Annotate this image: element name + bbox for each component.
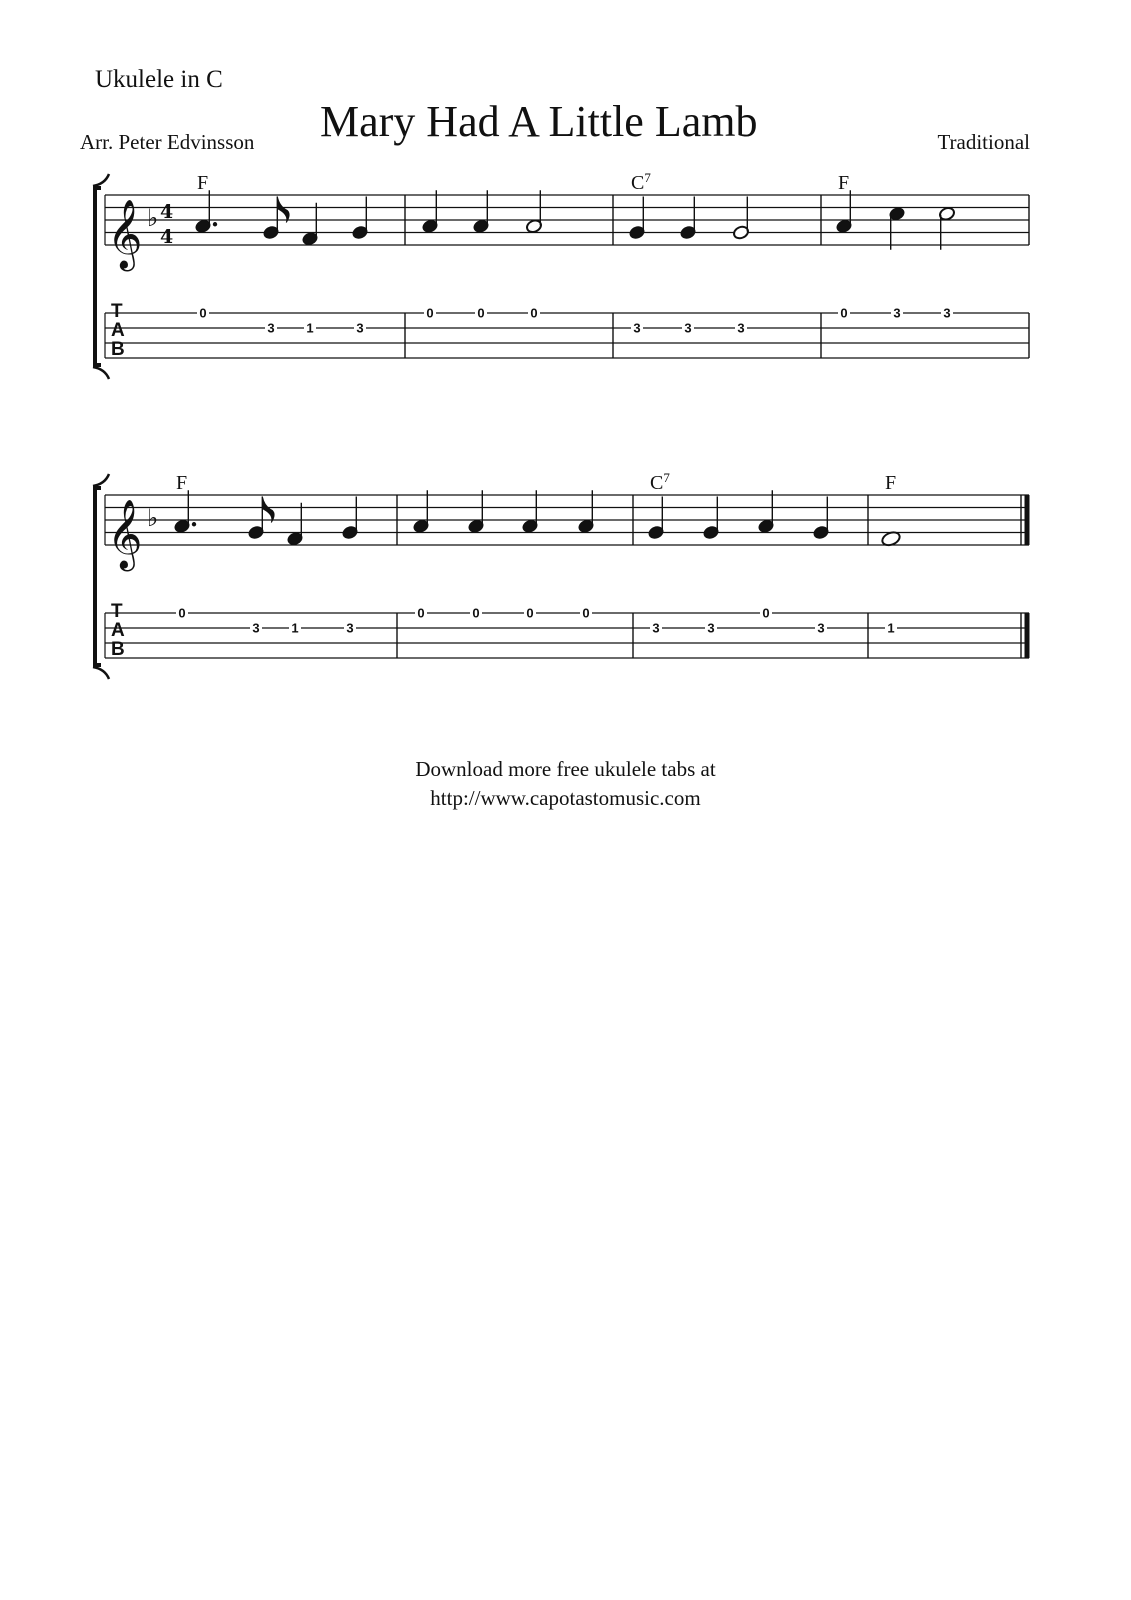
- note: [467, 490, 484, 620]
- note: [173, 490, 196, 620]
- treble-clef-icon: 𝄞: [107, 199, 143, 269]
- fret-number: 0: [472, 605, 480, 621]
- fret-number: 0: [426, 305, 434, 321]
- fret-number: 3: [943, 305, 951, 321]
- note: [286, 503, 303, 636]
- chord-symbol: F: [838, 172, 850, 194]
- bracket-hook-bottom: [93, 367, 109, 379]
- fret-number: 1: [291, 620, 299, 636]
- note: [521, 490, 538, 620]
- system-1: [93, 170, 1029, 379]
- augmentation-dot: [192, 522, 196, 526]
- tab-label-letter: A: [111, 620, 125, 641]
- instrument-label: Ukulele in C: [95, 66, 223, 93]
- bracket-hook-top: [93, 174, 109, 186]
- tab-label-letter: A: [111, 320, 125, 341]
- note: [880, 530, 901, 635]
- fret-number: 3: [252, 620, 260, 636]
- note: [757, 490, 774, 620]
- fret-number: 3: [346, 620, 354, 636]
- chord-symbol: F: [197, 172, 209, 194]
- eighth-flag: [262, 497, 274, 523]
- system-2: [93, 470, 1029, 679]
- note: [421, 190, 438, 320]
- note: [679, 197, 696, 336]
- fret-number: 3: [356, 320, 364, 336]
- bracket-hook-top: [93, 474, 109, 486]
- note: [888, 206, 905, 320]
- chord-symbol: $C^7$: [650, 470, 670, 494]
- footer-line-1: Download more free ukulele tabs at: [415, 757, 716, 781]
- tab-label-letter: T: [111, 601, 123, 622]
- fret-number: 0: [582, 605, 590, 621]
- note: [525, 190, 542, 320]
- augmentation-dot: [213, 222, 217, 226]
- note: [835, 190, 852, 320]
- eighth-flag: [277, 197, 289, 223]
- arranger-credit: Arr. Peter Edvinsson: [80, 130, 255, 154]
- tab-label-letter: B: [111, 639, 125, 660]
- fret-number: 3: [817, 620, 825, 636]
- chord-symbol: $C^7$: [631, 170, 651, 194]
- note: [732, 197, 749, 336]
- tab-label-letter: B: [111, 339, 125, 360]
- footer-url[interactable]: http://www.capotastomusic.com: [430, 786, 701, 810]
- note: [262, 197, 289, 336]
- time-signature-top: 4: [160, 201, 174, 223]
- treble-clef-icon: 𝄞: [107, 499, 143, 569]
- system-bracket: [95, 188, 101, 365]
- chord-symbol: F: [176, 472, 188, 494]
- fret-number: 0: [840, 305, 848, 321]
- fret-number: 0: [530, 305, 538, 321]
- note: [647, 497, 664, 636]
- note: [577, 490, 594, 620]
- system-bracket: [95, 488, 101, 665]
- fret-number: 3: [633, 320, 641, 336]
- key-signature-flat-icon: ♭: [147, 504, 159, 532]
- composer-credit: Traditional: [937, 130, 1030, 154]
- note: [472, 190, 489, 320]
- note: [702, 497, 719, 636]
- time-signature-bottom: 4: [160, 226, 174, 248]
- fret-number: 0: [199, 305, 207, 321]
- fret-number: 1: [887, 620, 895, 636]
- fret-number: 0: [762, 605, 770, 621]
- key-signature-flat-icon: ♭: [147, 204, 159, 232]
- note: [351, 197, 368, 336]
- fret-number: 3: [737, 320, 745, 336]
- song-title: Mary Had A Little Lamb: [320, 97, 758, 146]
- chord-symbol: F: [885, 472, 897, 494]
- note: [938, 206, 955, 320]
- fret-number: 3: [707, 620, 715, 636]
- fret-number: 0: [417, 605, 425, 621]
- note: [812, 497, 829, 636]
- note: [247, 497, 274, 636]
- fret-number: 3: [267, 320, 275, 336]
- tab-label-letter: T: [111, 301, 123, 322]
- fret-number: 0: [178, 605, 186, 621]
- fret-number: 0: [477, 305, 485, 321]
- fret-number: 3: [893, 305, 901, 321]
- fret-number: 0: [526, 605, 534, 621]
- bracket-hook-bottom: [93, 667, 109, 679]
- fret-number: 3: [652, 620, 660, 636]
- note: [341, 497, 358, 636]
- note: [412, 490, 429, 620]
- footer: [0, 755, 1131, 813]
- note: [628, 197, 645, 336]
- note: [194, 190, 217, 320]
- fret-number: 3: [684, 320, 692, 336]
- fret-number: 1: [306, 320, 314, 336]
- note: [301, 203, 318, 336]
